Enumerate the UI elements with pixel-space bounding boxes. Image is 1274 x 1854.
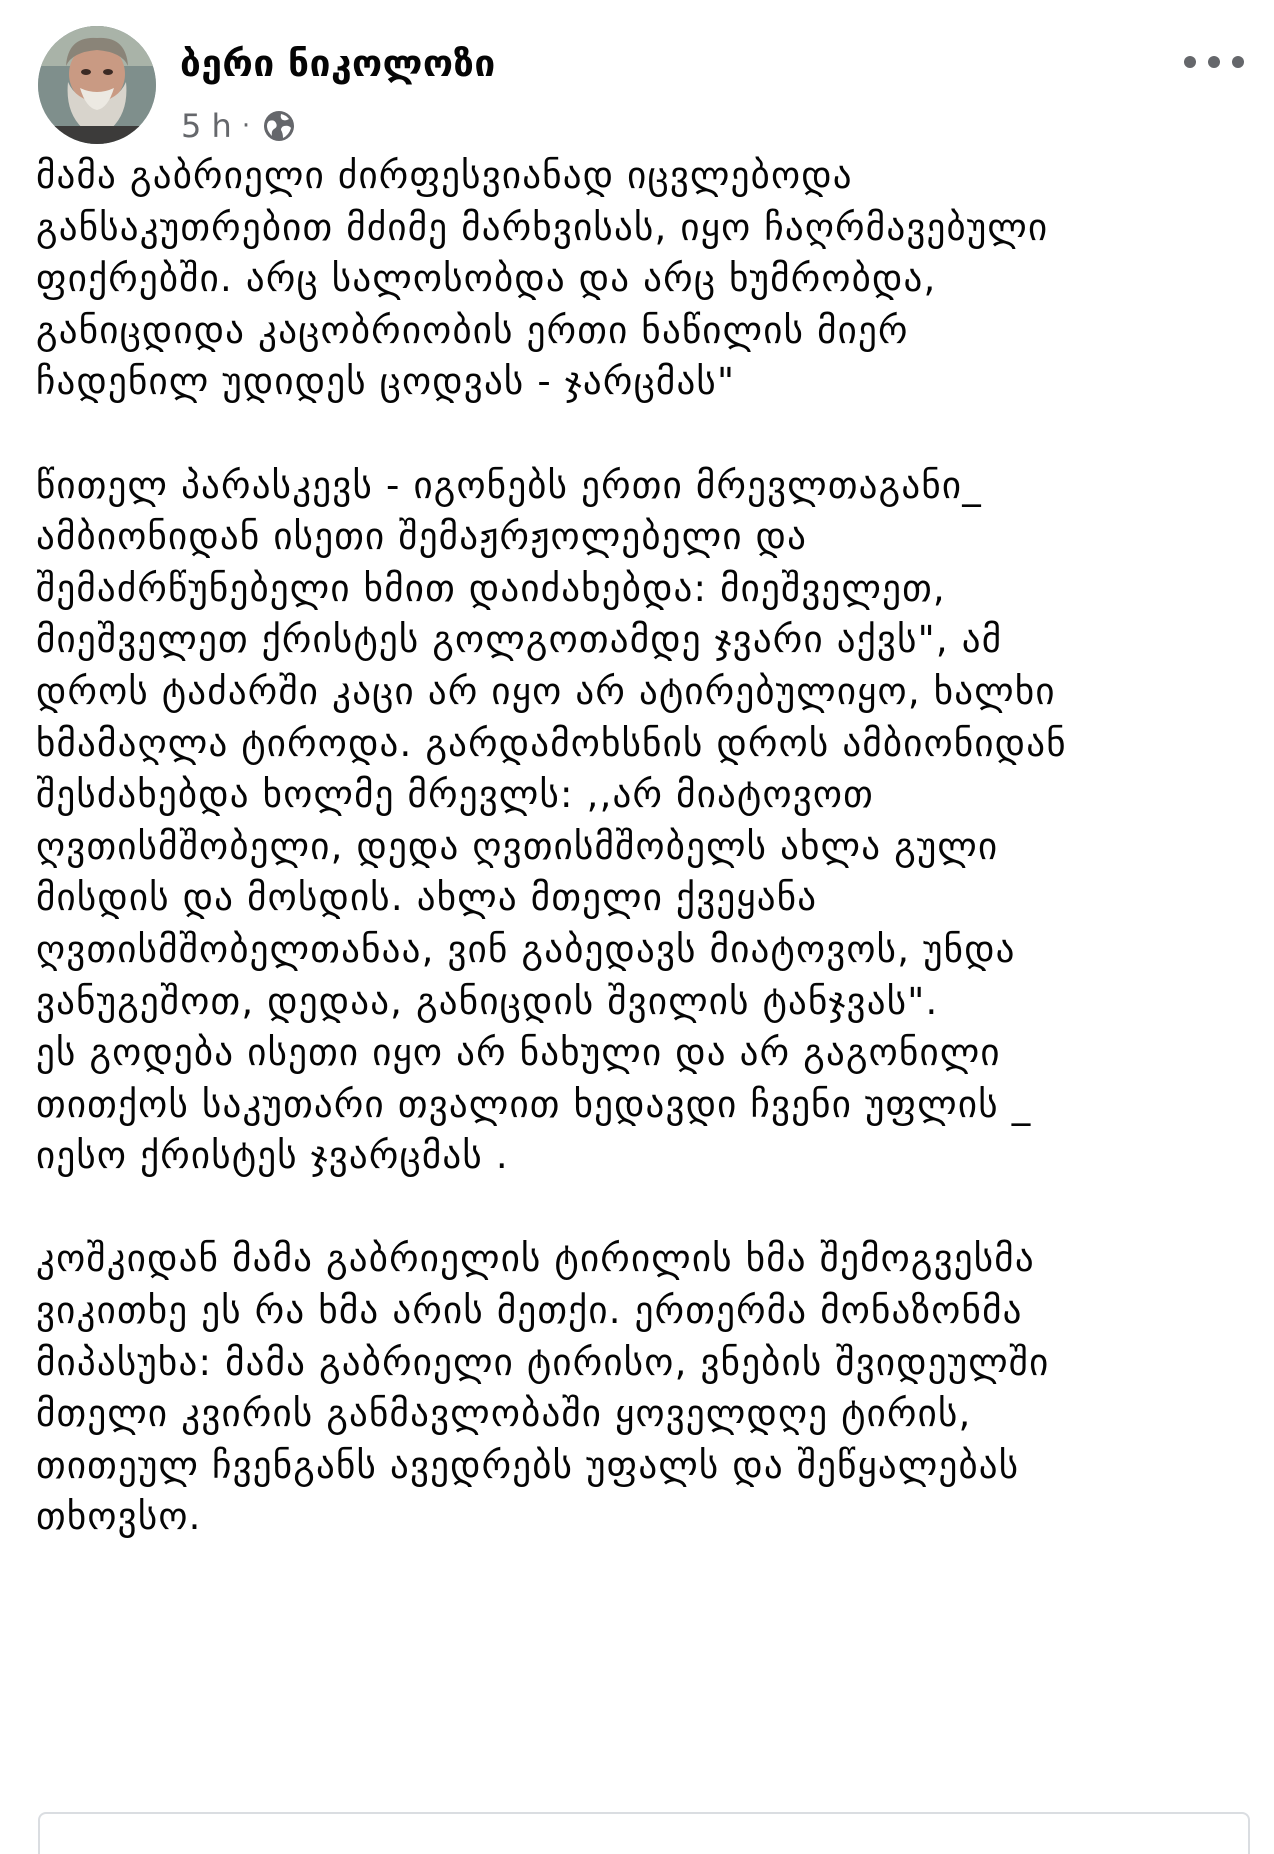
text-line: მიეშველეთ ქრისტეს გოლგოთამდე ჯვარი აქვს", ამ	[36, 618, 1003, 662]
text-line: იესო ქრისტეს ჯვარცმას .	[36, 1134, 509, 1178]
post-header	[38, 26, 1248, 156]
more-dot	[1208, 56, 1220, 68]
text-line: დროს ტაძარში კაცი არ იყო არ ატირებულიყო, ხალხი	[36, 669, 1056, 713]
post-paragraph	[36, 150, 1246, 408]
text-line: მთელი კვირის განმავლობაში ყოველდღე ტირის,	[36, 1392, 972, 1436]
more-options-icon[interactable]	[1184, 44, 1244, 80]
text-line: ჩადენილ უდიდეს ცოდვას - ჯარცმას"	[36, 360, 736, 404]
text-line: ამბიონიდან ისეთი შემაჟრჟოლებელი და	[36, 515, 808, 559]
text-line: მისდის და მოსდის. ახლა მთელი ქვეყანა	[36, 876, 818, 920]
text-line: განსაკუთრებით მძიმე მარხვისას, იყო ჩაღრმავებული	[36, 205, 1049, 249]
paragraph-break	[36, 408, 1246, 460]
post-body	[36, 150, 1246, 1543]
post-timestamp[interactable]: 5 h	[181, 107, 232, 145]
profile-photo-bearded-man	[38, 26, 156, 144]
post-meta	[181, 106, 296, 146]
text-line: კოშკიდან მამა გაბრიელის ტირილის ხმა შემოგვესმა	[36, 1237, 1035, 1281]
text-line: მიპასუხა: მამა გაბრიელი ტირისო, ვნების შვიდეულში	[36, 1340, 1050, 1384]
post-paragraph	[36, 1233, 1246, 1543]
text-line: თითქოს საკუთარი თვალით ხედავდი ჩვენი უფლის _	[36, 1082, 1032, 1126]
text-line: განიცდიდა კაცობრიობის ერთი ნაწილის მიერ	[36, 308, 909, 352]
post-paragraph	[36, 460, 1246, 1182]
text-line: მამა გაბრიელი ძირფესვიანად იცვლებოდა	[36, 154, 853, 197]
text-line: ხმამაღლა ტიროდა. გარდამოხსნის დროს ამბიონიდან	[36, 721, 1067, 765]
author-avatar[interactable]	[38, 26, 156, 144]
text-line: შესძახებდა ხოლმე მრევლს: ,,არ მიატოვოთ	[36, 773, 875, 817]
text-line: წითელ პარასკევს - იგონებს ერთი მრევლთაგანი_	[36, 463, 982, 507]
text-line: ფიქრებში. არც სალოსობდა და არც ხუმრობდა,	[36, 257, 937, 301]
text-line: ღვთისმშობელთანაა, ვინ გაბედავს მიატოვოს, უნდა	[36, 927, 1016, 971]
globe-icon[interactable]	[262, 109, 296, 143]
text-line: ღვთისმშობელი, დედა ღვთისმშობელს ახლა გული	[36, 824, 999, 868]
link-preview-frame[interactable]	[38, 1812, 1250, 1854]
text-line: ვიკითხე ეს რა ხმა არის მეთქი. ერთერმა მონაზონმა	[36, 1289, 1023, 1333]
text-line: ვანუგეშოთ, დედაა, განიცდის შვილის ტანჯვას".	[36, 979, 939, 1023]
meta-separator: ·	[241, 111, 251, 141]
text-line: შემაძრწუნებელი ხმით დაიძახებდა: მიეშველეთ,	[36, 566, 946, 610]
author-name[interactable]: ბერი ნიკოლოზი	[180, 42, 496, 85]
paragraph-break	[36, 1182, 1246, 1234]
text-line: თითეულ ჩვენგანს ავედრებს უფალს და შეწყალებას	[36, 1443, 1020, 1487]
more-dot	[1232, 56, 1244, 68]
text-line: თხოვსო.	[36, 1495, 202, 1539]
text-line: ეს გოდება ისეთი იყო არ ნახული და არ გაგონილი	[36, 1031, 1001, 1075]
more-dot	[1184, 56, 1196, 68]
